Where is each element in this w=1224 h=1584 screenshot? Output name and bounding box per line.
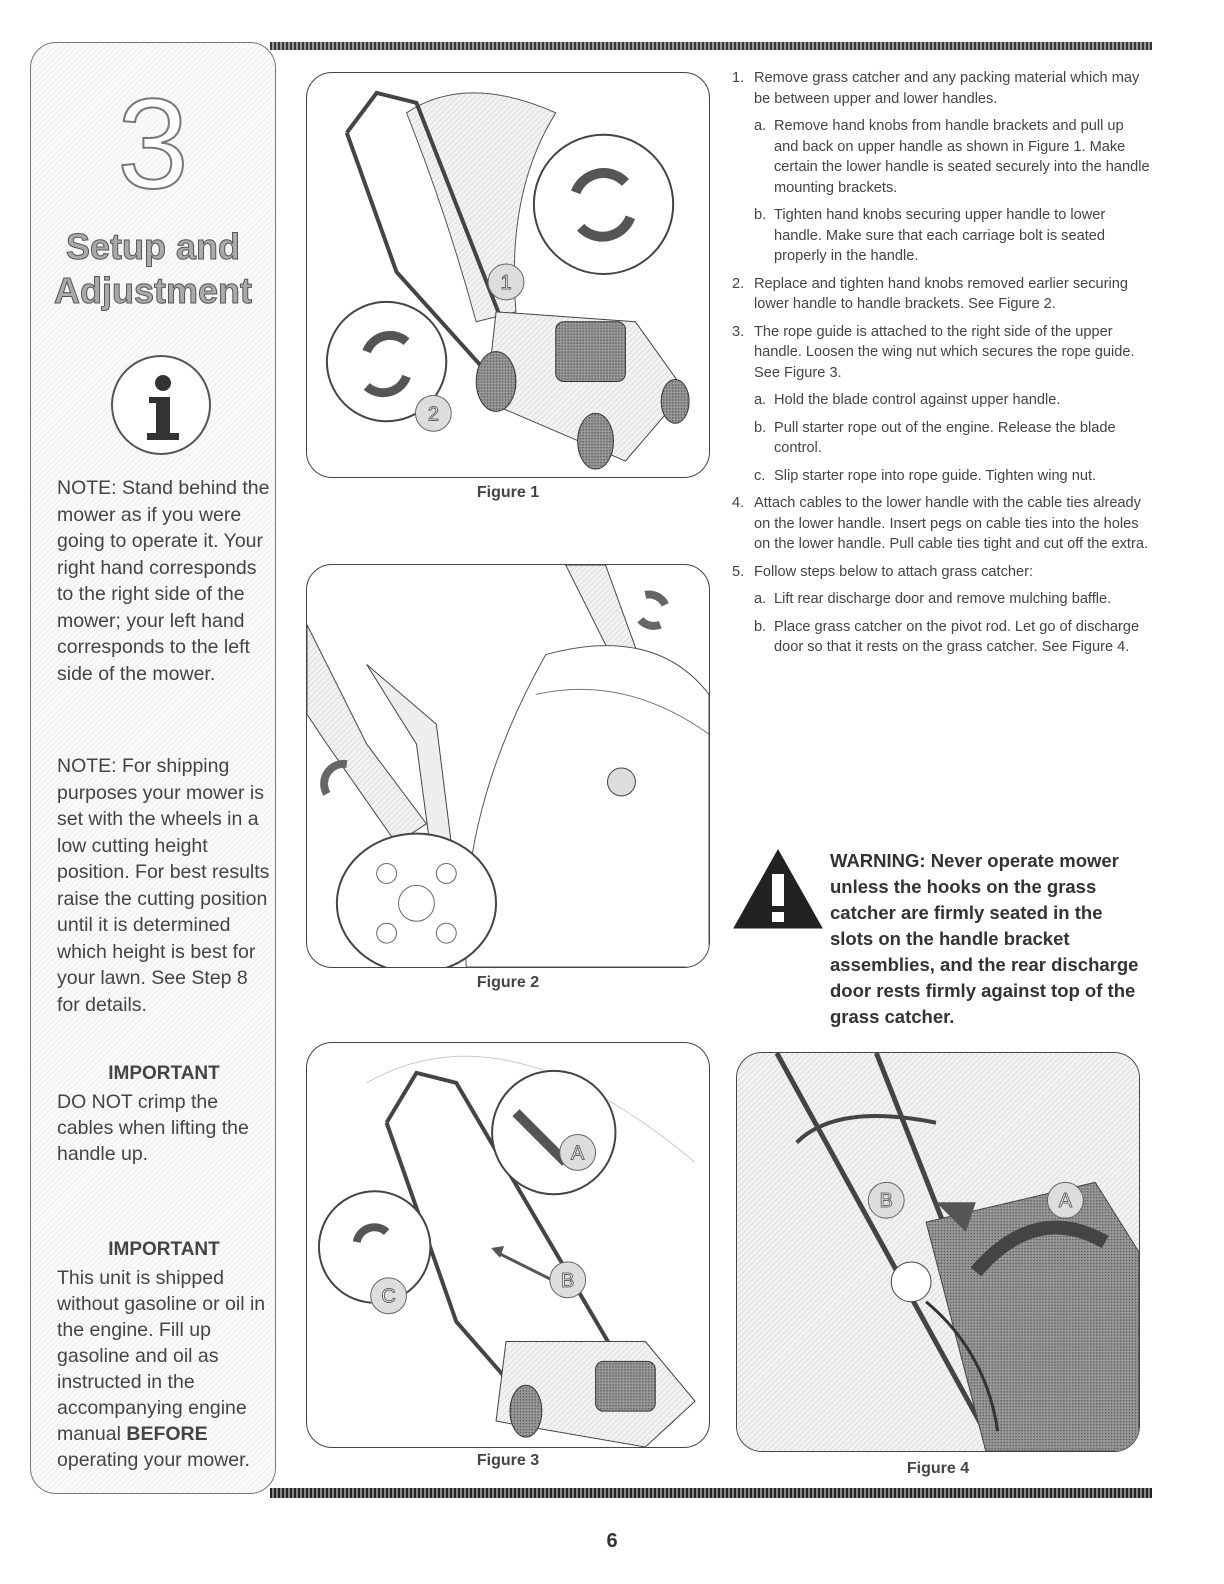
callout-c: C (381, 1285, 396, 1308)
top-rule (270, 42, 1152, 50)
page-number: 6 (606, 1530, 618, 1552)
instruction-number: 3. (732, 323, 745, 340)
figure-1-caption: Figure 1 (476, 484, 540, 501)
instruction-text: Remove grass catcher and any packing material which may be between upper and lower handles. (754, 70, 1140, 107)
figure-4-caption: Figure 4 (906, 1460, 970, 1477)
important-1-body: DO NOT crimp the cables when lifting the handle up. (57, 1091, 249, 1165)
instruction-number: 4. (732, 495, 745, 511)
instruction-subitem (754, 390, 1152, 411)
important-2-body-pre: This unit is shipped without gasoline or oil in the engine. Fill up gasoline and oil as instructed in the accompanying engine manual (57, 1267, 266, 1445)
subitem-text: Pull starter rope out of the engine. Release the blade control. (774, 419, 1116, 456)
subitem-text: Slip starter rope into rope guide. Tighten wing nut. (774, 467, 1097, 484)
callout-1: 1 (500, 271, 512, 294)
callout-2: 2 (427, 403, 439, 426)
instruction-number: 5. (732, 563, 745, 580)
figure-3-illustration (307, 1043, 709, 1447)
important-1-title: IMPORTANT (108, 1063, 220, 1084)
figure-4 (736, 1052, 1140, 1452)
sidebar (30, 42, 276, 1494)
instruction-subitem (754, 205, 1152, 267)
warning-text: WARNING: Never operate mower unless the hooks on the grass catcher are firmly seated in the slots on the handle bracket assemblies, and the rear discharge door rests firmly against top of the grass catcher. (830, 850, 1139, 1027)
figure-2-illustration (307, 565, 709, 967)
section-title-line2: Adjustment (54, 270, 252, 311)
important-2-body-post: operating your mower. (57, 1449, 250, 1471)
instruction-text: Follow steps below to attach grass catcher: (754, 563, 1034, 580)
subitem-text: Tighten hand knobs securing upper handle to lower handle. Make sure that each carriage bolt is seated properly in the handle. (774, 207, 1106, 264)
instruction-item (732, 322, 1152, 384)
subitem-text: Remove hand knobs from handle brackets and pull up and back on upper handle as shown in Figure 1. Make certain the lower handle is seated securely into the handle mounting brackets. (774, 118, 1150, 196)
section-title-line1: Setup and (65, 226, 240, 267)
instruction-item (732, 274, 1152, 315)
instruction-subitem (754, 116, 1152, 198)
instruction-item (732, 68, 1152, 109)
important-2-title: IMPORTANT (108, 1239, 220, 1260)
section-title (31, 225, 275, 313)
instruction-number: 1. (732, 70, 745, 86)
figure-3 (306, 1042, 710, 1448)
figure-1-illustration (307, 73, 709, 477)
warning-block (732, 848, 1152, 1038)
instruction-subitem (754, 418, 1152, 459)
callout-b: B (561, 1269, 575, 1292)
callout-b: B (879, 1190, 893, 1213)
subitem-letter: b. (754, 618, 767, 635)
subitem-letter: b. (754, 207, 767, 223)
figure-2 (306, 564, 710, 968)
subitem-letter: a. (754, 591, 767, 607)
note-shipping: NOTE: For shipping purposes your mower is set with the wheels in a low cutting height position. For best results raise the cutting position until it is determined which height is best for your lawn. See Step 8 for details. (57, 755, 270, 1016)
instruction-subitem (754, 617, 1152, 658)
bottom-rule (270, 1488, 1152, 1498)
instruction-item (732, 493, 1152, 555)
subitem-letter: a. (754, 118, 767, 134)
instruction-text: The rope guide is attached to the right side of the upper handle. Loosen the wing nut which secures the rope guide. See Figure 3. (754, 323, 1135, 381)
subitem-letter: c. (754, 467, 766, 484)
section-number: 3 (117, 73, 189, 216)
warning-icon (732, 848, 824, 930)
instruction-subitem (754, 589, 1152, 610)
info-icon (111, 355, 211, 455)
instruction-text: Replace and tighten hand knobs removed earlier securing lower handle to handle brackets. See Figure 2. (754, 275, 1128, 312)
callout-a: A (1058, 1190, 1073, 1213)
important-2-body (57, 1265, 271, 1473)
instruction-list (732, 68, 1152, 665)
figure-2-caption: Figure 2 (476, 974, 540, 991)
figure-1 (306, 72, 710, 478)
subitem-text: Place grass catcher on the pivot rod. Let go of discharge door so that it rests on the grass catcher. See Figure 4. (774, 618, 1140, 655)
subitem-text: Hold the blade control against upper handle. (774, 392, 1061, 408)
figure-3-caption: Figure 3 (476, 1452, 540, 1469)
note-stand-behind: NOTE: Stand behind the mower as if you were going to operate it. Your right hand corresponds to the right side of the mower; your left hand corresponds to the left side of the mower. (57, 477, 270, 685)
instruction-item (732, 562, 1152, 583)
instruction-number: 2. (732, 275, 745, 292)
subitem-letter: a. (754, 392, 767, 408)
instruction-text: Attach cables to the lower handle with the cable ties already on the lower handle. Insert pegs on cable ties into the holes on the lower handle. Pull cable ties tight and cut off the extra. (754, 495, 1149, 552)
figure-4-illustration (737, 1053, 1139, 1451)
instruction-subitem (754, 466, 1152, 487)
important-2-body-bold: BEFORE (126, 1423, 208, 1445)
subitem-letter: b. (754, 419, 767, 436)
subitem-text: Lift rear discharge door and remove mulching baffle. (774, 591, 1112, 607)
callout-a: A (571, 1142, 585, 1165)
